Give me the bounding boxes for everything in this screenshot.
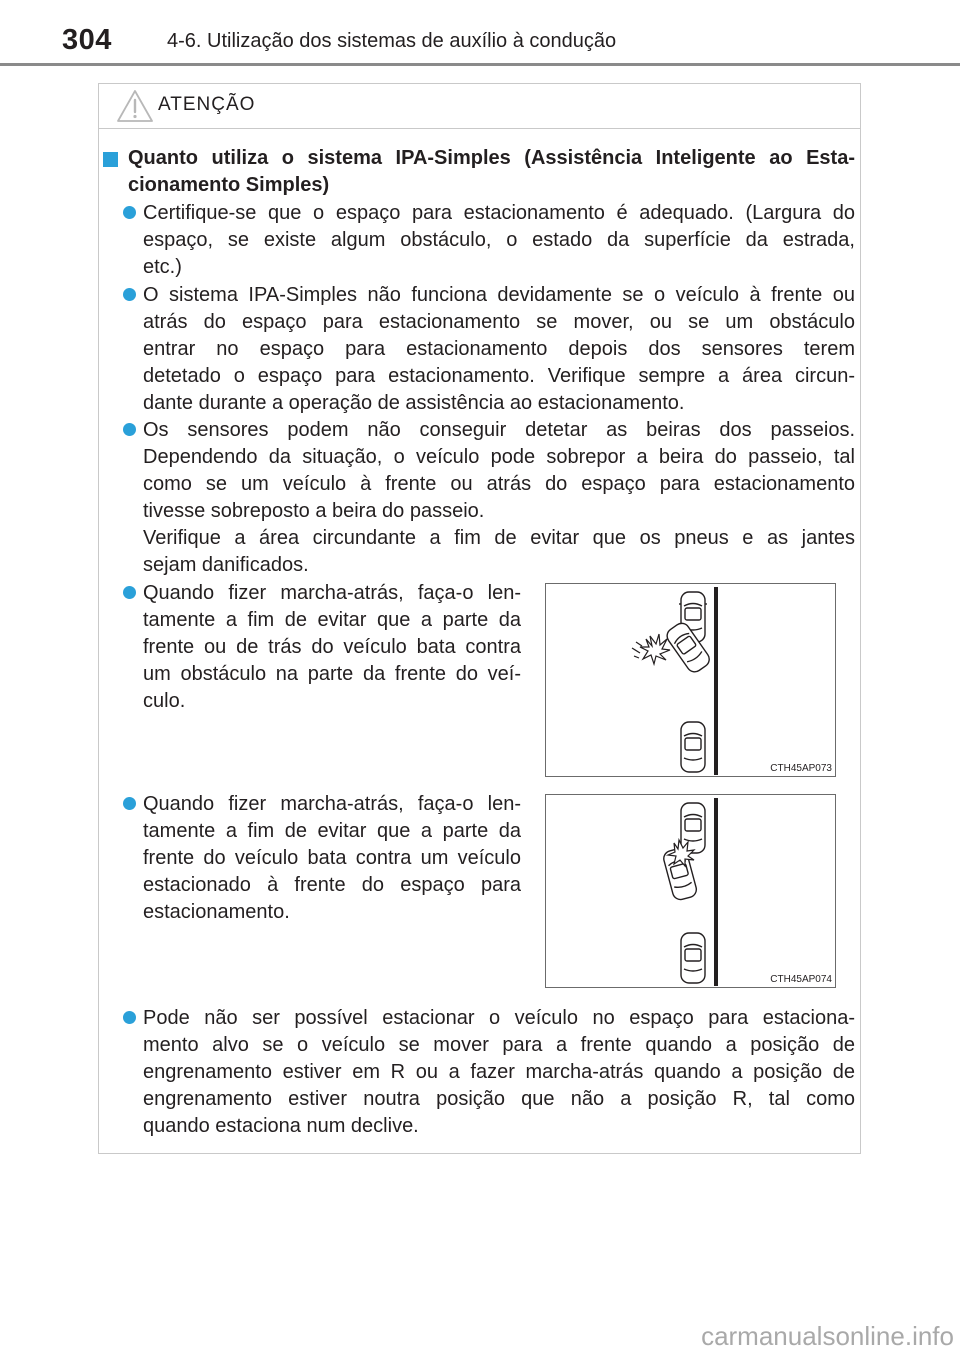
text-line: sejam danificados. <box>143 554 309 576</box>
page-header <box>0 0 960 66</box>
item-text <box>143 580 521 715</box>
text-line: como se um veículo à frente ou atrás do espaço para estacionamento <box>143 473 855 495</box>
bullet-dot-icon <box>123 206 136 219</box>
text-line: mento alvo se o veículo se mover para a frente quando a posição de <box>143 1034 855 1056</box>
section-title: 4-6. Utilização dos sistemas de auxílio à condução <box>167 30 617 52</box>
text-line: entrar no espaço para estacionamento depois dos sensores terem <box>143 338 855 360</box>
text-line: culo. <box>143 690 186 712</box>
text-line: estacionado à frente do espaço para <box>143 874 521 896</box>
text-line: Certifique-se que o espaço para estacionamento é adequado. (Largura do <box>143 202 855 224</box>
text-line: Quando fizer marcha-atrás, faça-o len- <box>143 582 521 604</box>
figure-parking-obstacle <box>545 583 836 777</box>
bullet-dot-icon <box>123 797 136 810</box>
text-line: etc.) <box>143 256 182 278</box>
text-line: atrás do espaço para estacionamento se mover, ou se um obstáculo <box>143 311 855 333</box>
text-line: espaço, se existe algum obstáculo, o estado da superfície da estrada, <box>143 229 855 251</box>
text-line: tamente a fim de evitar que a parte da <box>143 820 521 842</box>
text-line: tamente a fim de evitar que a parte da <box>143 609 521 631</box>
heading-line: cionamento Simples) <box>128 174 330 196</box>
item-text <box>143 417 855 579</box>
item-text <box>143 791 521 926</box>
bullet-dot-icon <box>123 1011 136 1024</box>
text-line: quando estaciona num declive. <box>143 1115 419 1137</box>
figure-parking-vehicle <box>545 794 836 988</box>
page-number: 304 <box>62 24 112 56</box>
text-line: tivesse sobreposto a beira do passeio. <box>143 500 485 522</box>
parking-diagram-illustration <box>546 795 835 987</box>
text-line: Verifique a área circundante a fim de evitar que os pneus e as jantes <box>143 527 855 549</box>
text-line: dante durante a operação de assistência ao estacionamento. <box>143 392 685 414</box>
bullet-dot-icon <box>123 423 136 436</box>
square-bullet-icon <box>103 152 118 167</box>
heading-text <box>128 145 855 199</box>
text-line: engrenamento estiver em R ou a fazer marcha-atrás quando a posição de <box>143 1061 855 1083</box>
text-line: Pode não ser possível estacionar o veículo no espaço para estaciona- <box>143 1007 855 1029</box>
figure-code: CTH45AP073 <box>770 763 832 774</box>
warning-label: ATENÇÃO <box>158 94 256 115</box>
warning-triangle-icon <box>116 89 154 123</box>
warning-header <box>99 84 860 129</box>
bullet-dot-icon <box>123 586 136 599</box>
heading-line: Quanto utiliza o sistema IPA-Simples (Assistência Inteligente ao Esta- <box>128 147 855 169</box>
text-line: frente do veículo bata contra um veículo <box>143 847 521 869</box>
text-line: Quando fizer marcha-atrás, faça-o len- <box>143 793 521 815</box>
text-line: Os sensores podem não conseguir detetar as beiras dos passeios. <box>143 419 855 441</box>
figure-code: CTH45AP074 <box>770 974 832 985</box>
text-line: engrenamento estiver noutra posição que não a posição R, tal como <box>143 1088 855 1110</box>
parking-diagram-illustration <box>546 584 835 776</box>
text-line: O sistema IPA-Simples não funciona devidamente se o veículo à frente ou <box>143 284 855 306</box>
text-line: estacionamento. <box>143 901 290 923</box>
bullet-dot-icon <box>123 288 136 301</box>
watermark: carmanualsonline.info <box>701 1321 954 1351</box>
warning-box <box>98 83 861 1154</box>
item-text <box>143 282 855 417</box>
text-line: um obstáculo na parte da frente do veí- <box>143 663 521 685</box>
item-text <box>143 1005 855 1140</box>
text-line: frente ou de trás do veículo bata contra <box>143 636 521 658</box>
text-line: Dependendo da situação, o veículo pode sobrepor a beira do passeio, tal <box>143 446 855 468</box>
header-rule <box>0 63 960 66</box>
text-line: detetado o espaço para estacionamento. Verifique sempre a área circun- <box>143 365 855 387</box>
item-text <box>143 200 855 281</box>
